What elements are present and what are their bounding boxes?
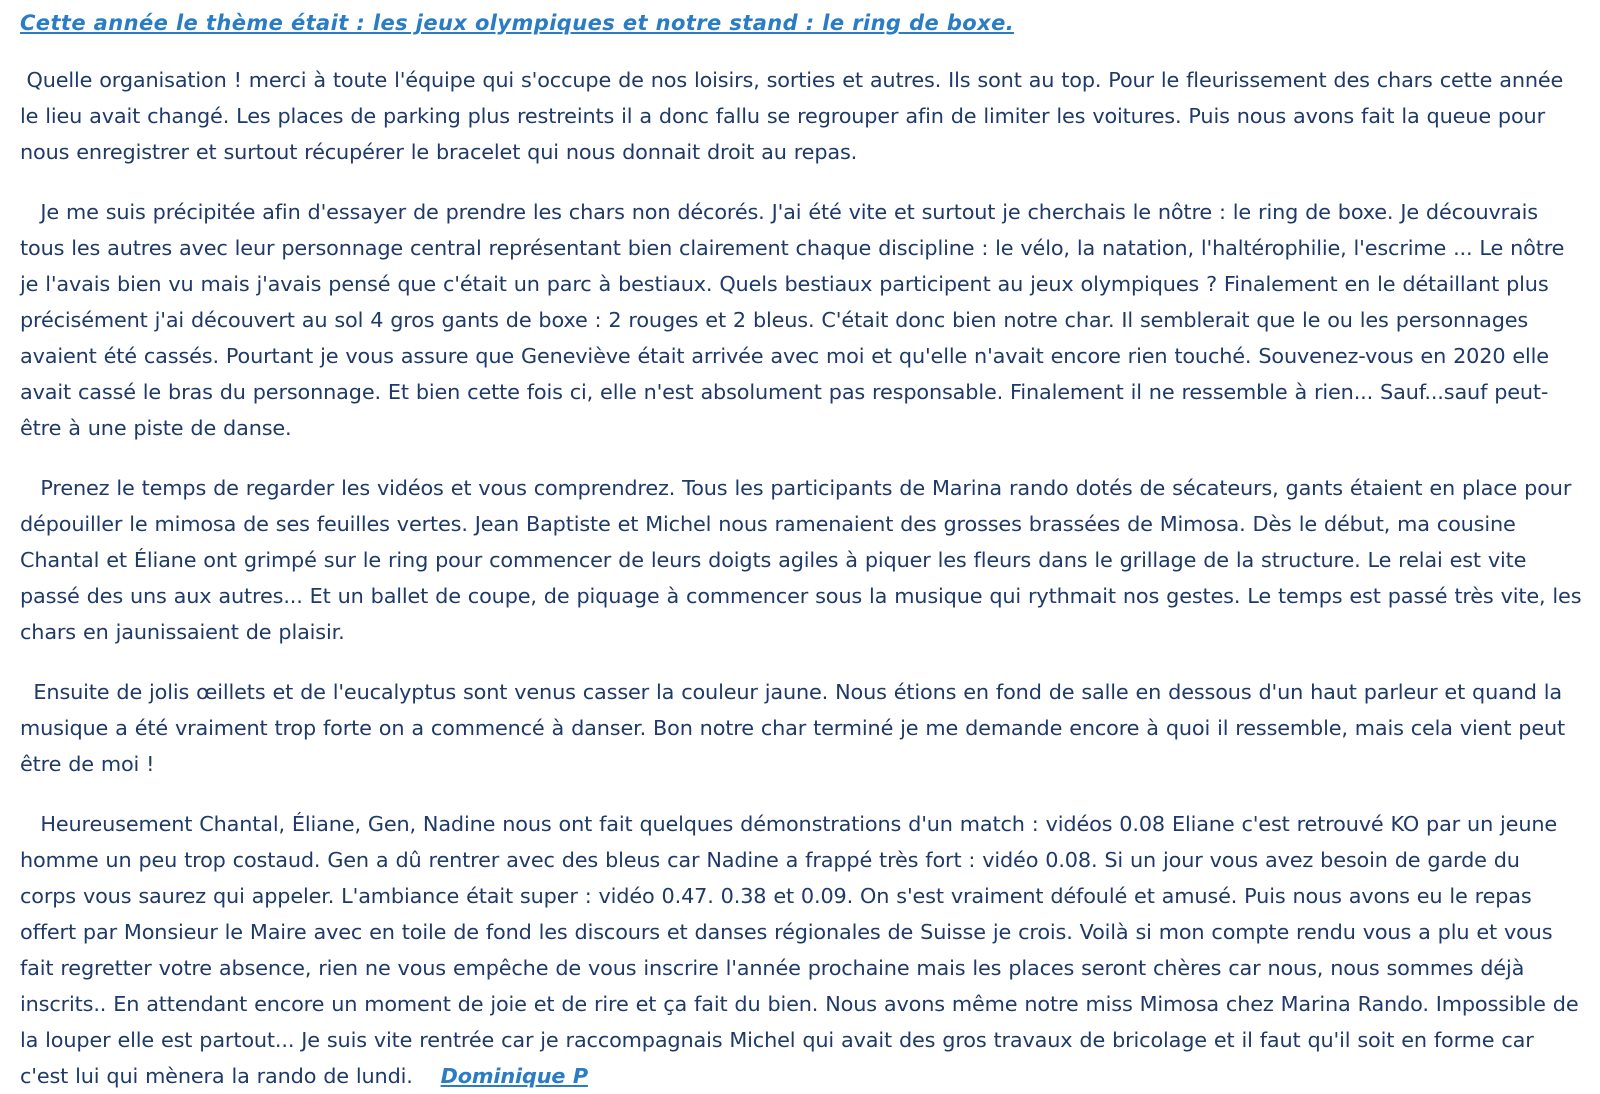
paragraph-text: Quelle organisation ! merci à toute l'équipe qui s'occupe de nos loisirs, sorties et autres. Ils sont au top. Pour le fleurissement des chars cette année le lieu avait changé. Les places de parking plus restreints il a donc fallu se regrouper afin de limiter les voitures. Puis nous avons fait la queue pour nous enregistrer et surtout récupérer le bracelet qui nous donnait droit au repas. [20, 68, 1571, 164]
paragraph-text: Prenez le temps de regarder les vidéos et vous comprendrez. Tous les participants de Marina rando dotés de sécateurs, gants étaient en place pour dépouiller le mimosa de ses feuilles vertes. Jean Baptiste et Michel nous ramenaient des grosses brassées de Mimosa. Dès le début, ma cousine Chantal et Éliane ont grimpé sur le ring pour commencer de leurs doigts agiles à piquer les fleurs dans le grillage de la structure. Le relai est vite passé des uns aux autres... Et un ballet de coupe, de piquage à commencer sous la musique qui rythmait nos gestes. Le temps est passé très vite, les chars en jaunissaient de plaisir. [20, 476, 1589, 644]
paragraph-text: Heureusement Chantal, Éliane, Gen, Nadine nous ont fait quelques démonstrations d'un match : vidéos 0.08 Eliane c'est retrouvé KO par un jeune homme un peu trop costaud. Gen a dû rentrer avec des bleus car Nadine a frappé très fort : vidéo 0.08. Si un jour vous avez besoin de garde du corps vous saurez qui appeler. L'ambiance était super : vidéo 0.47. 0.38 et 0.09. On s'est vraiment défoulé et amusé. Puis nous avons eu le repas offert par Monsieur le Maire avec en toile de fond les discours et danses régionales de Suisse je crois. Voilà si mon compte rendu vous a plu et vous fait regretter votre absence, rien ne vous empêche de vous inscrire l'année prochaine mais les places seront chères car nous, nous sommes déjà inscrits.. En attendant encore un moment de joie et de rire et ça fait du bien. Nous avons même notre miss Mimosa chez Marina Rando. Impossible de la louper elle est partout... Je suis vite rentrée car je raccompagnais Michel qui avait des gros travaux de bricolage et il faut qu'il soit en forme car c'est lui qui mènera la rando de lundi. [20, 812, 1586, 1088]
paragraph-eucalyptus [20, 674, 1582, 782]
article [20, 0, 1589, 1094]
paragraph-chars [20, 194, 1582, 446]
paragraph-videos [20, 470, 1589, 650]
paragraph-text: Ensuite de jolis œillets et de l'eucalyptus sont venus casser la couleur jaune. Nous étions en fond de salle en dessous d'un haut parleur et quand la musique a été vraiment trop forte on a commencé à danser. Bon notre char terminé je me demande encore à quoi il ressemble, mais cela vient peut être de moi ! [20, 680, 1572, 776]
paragraph-match [20, 806, 1586, 1094]
article-title: Cette année le thème était : les jeux olympiques et notre stand : le ring de boxe. [20, 11, 1015, 35]
paragraph-organisation [20, 62, 1582, 170]
paragraph-text: Je me suis précipitée afin d'essayer de prendre les chars non décorés. J'ai été vite et surtout je cherchais le nôtre : le ring de boxe. Je découvrais tous les autres avec leur personnage central représentant bien clairement chaque discipline : le vélo, la natation, l'haltérophilie, l'escrime ... Le nôtre je l'avais bien vu mais j'avais pensé que c'était un parc à bestiaux. Quels bestiaux participent au jeux olympiques ? Finalement en le détaillant plus précisément j'ai découvert au sol 4 gros gants de boxe : 2 rouges et 2 bleus. C'était donc bien notre char. Il semblerait que le ou les personnages avaient été cassés. Pourtant je vous assure que Geneviève était arrivée avec moi et qu'elle n'avait encore rien touché. Souvenez-vous en 2020 elle avait cassé le bras du personnage. Et bien cette fois ci, elle n'est absolument pas responsable. Finalement il ne ressemble à rien... Sauf...sauf peut-être à une piste de danse. [20, 200, 1572, 440]
author-signature-link[interactable]: Dominique P [440, 1064, 588, 1088]
